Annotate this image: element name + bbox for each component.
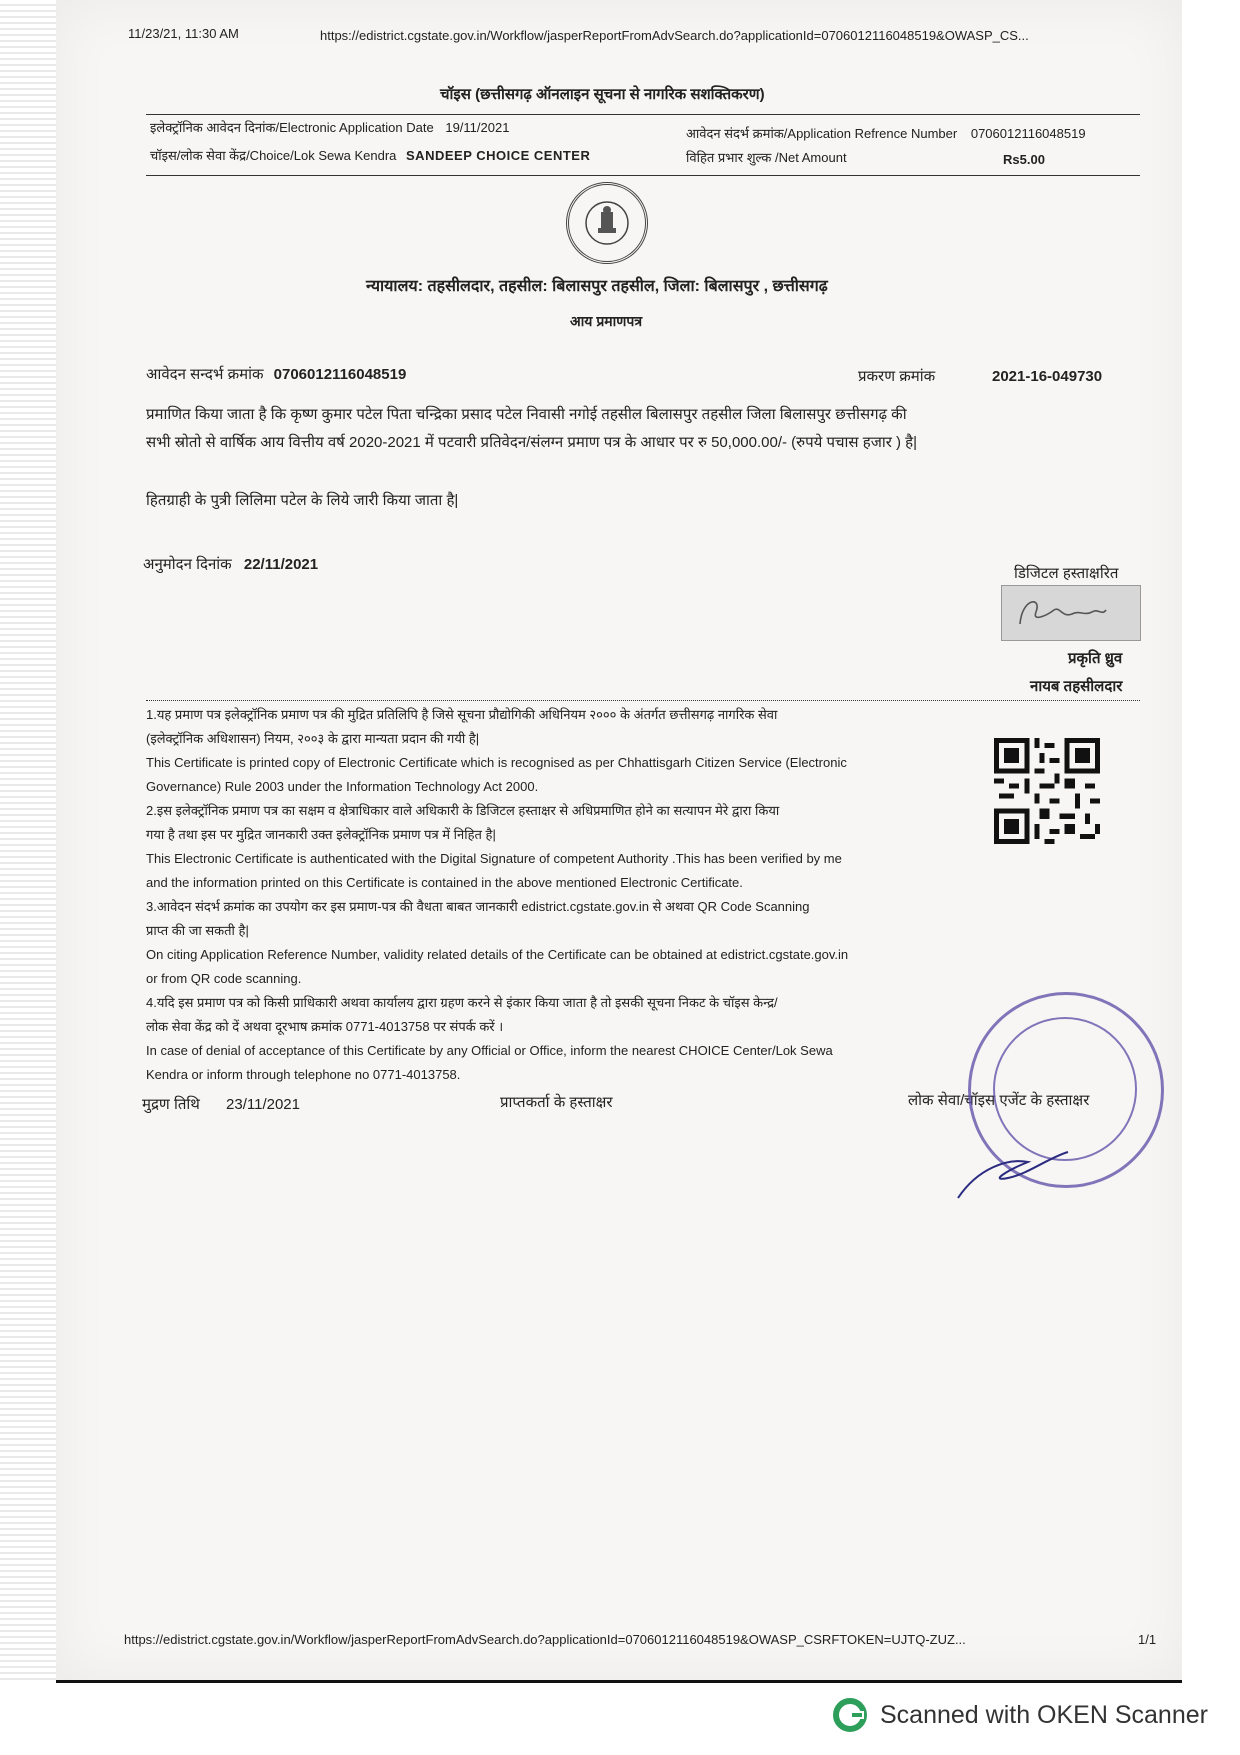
note-line: 3.आवेदन संदर्भ क्रमांक का उपयोग कर इस प्रमाण-पत्र की वैधता बाबत जानकारी edistrict.cgstate.gov.in से अथवा QR Code Scanning (146, 899, 810, 914)
print-date (142, 1094, 300, 1114)
page-number: 1/1 (1138, 1632, 1157, 1647)
note-line: This Electronic Certificate is authenticated with the Digital Signature of competent Authority .This has been verified by me (146, 851, 842, 866)
applicant-reference-value: 070601211604851​9 (273, 366, 407, 383)
note-line: Governance) Rule 2003 under the Information Technology Act 2000. (146, 779, 539, 794)
sheet-bottom-edge (56, 1680, 1182, 1683)
choice-kendra (150, 146, 590, 164)
note-line: 2.इस इलेक्ट्रॉनिक प्रमाण पत्र का सक्षम व क्षेत्राधिकार वाले अधिकारी के डिजिटल हस्ताक्षर से अधिप्रमाणित होने का सत्यापन मेरे द्वारा किया (146, 803, 780, 818)
approval-date-value: 22/11/2021 (243, 556, 319, 573)
scan-left-edge (0, 0, 56, 1680)
note-line: 4.यदि इस प्रमाण पत्र को किसी प्राधिकारी अथवा कार्यालय द्वारा ग्रहण करने से इंकार किया जाता है तो इसकी सूचना निकट के चॉइस केन्द्र/ (146, 995, 778, 1010)
application-date (150, 118, 509, 136)
print-url: https://edistrict.cgstate.gov.in/Workflow/jasperReportFromAdvSearch.do?applicationId=070601211604851​9&OWASP_CS... (320, 28, 1029, 43)
officer-title: नायब तहसीलदार (1030, 678, 1123, 695)
note-line: (इलेक्ट्रॉनिक अधिशासन) नियम, २००३ के द्वारा मान्यता प्रदान की गयी है| (146, 731, 480, 746)
applicant-reference-label: आवेदन सन्दर्भ क्रमांक (146, 366, 264, 383)
scanner-text: Scanned with OKEN Scanner (880, 1700, 1208, 1729)
agent-signature-icon (948, 1138, 1088, 1208)
certificate-body-line-2: सभी स्रोतो से वार्षिक आय वित्तीय वर्ष 2020-2021 में पटवारी प्रतिवेदन/संलग्न प्रमाण पत्र के आधार पर रु 50,000.00/- (रुपये पचास हजार ) है| (146, 434, 918, 451)
certificate-body-line-1: प्रमाणित किया जाता है कि कृष्ण कुमार पटेल पिता चन्द्रिका प्रसाद पटेल निवासी नगोई तहसील बिलासपुर तहसील जिला बिलासपुर छत्तीसगढ़ की (146, 406, 907, 423)
footer-url: https://edistrict.cgstate.gov.in/Workflow/jasperReportFromAdvSearch.do?applicationId=070601211604851​9&OWASP_CSRFTOKEN=UJTQ-ZUZ... (124, 1632, 966, 1647)
scanner-watermark (832, 1695, 1208, 1735)
note-line: प्राप्त की जा सकती है| (146, 923, 249, 938)
header-rule-bottom (146, 175, 1140, 176)
scanner-logo-icon (832, 1697, 868, 1733)
certificate-notes (146, 703, 956, 1087)
note-line: लोक सेवा केंद्र को दें अथवा दूरभाष क्रमांक 0771-4013758 पर संपर्क करें । (146, 1019, 504, 1034)
application-ref (686, 124, 1086, 142)
certificate-title: आय प्रमाणपत्र (570, 313, 643, 329)
note-line: Kendra or inform through telephone no 0771-4013758. (146, 1067, 461, 1082)
choice-kendra-value: SANDEEP CHOICE CENTER (406, 148, 591, 163)
application-ref-value: 070601211604851​9 (970, 126, 1086, 141)
note-line: or from QR code scanning. (146, 971, 302, 986)
header-rule-top (146, 114, 1140, 115)
note-line: On citing Application Reference Number, validity related details of the Certificate can be obtained at edistrict.cgstate.gov.in (146, 947, 849, 962)
net-amount-label: विहित प्रभार शुल्क /Net Amount (686, 150, 847, 165)
print-date-label: मुद्रण तिथि (142, 1096, 200, 1113)
note-line: 1.यह प्रमाण पत्र इलेक्ट्रॉनिक प्रमाण पत्र की मुद्रित प्रतिलिपि है जिसे सूचना प्रौद्योगिकी अधिनियम २००० के अंतर्गत छत्तीसगढ़ नागरिक सेवा (146, 707, 778, 722)
net-amount-value: Rs5.00 (1003, 152, 1045, 167)
application-date-label: इलेक्ट्रॉनिक आवेदन दिनांक/Electronic Application Date (150, 120, 434, 135)
print-datetime: 11/23/21, 11:30 AM (128, 26, 239, 41)
note-line: गया है तथा इस पर मुद्रित जानकारी उक्त इलेक्ट्रॉनिक प्रमाण पत्र में निहित है| (146, 827, 496, 842)
note-line: and the information printed on this Certificate is contained in the above mentioned Electronic Certificate. (146, 875, 743, 890)
print-date-value: 23/11/2021 (226, 1096, 300, 1113)
case-number-label: प्रकरण क्रमांक (858, 368, 936, 385)
certificate-body-line-3: हितग्राही के पुत्री लिलिमा पटेल के लिये जारी किया जाता है| (146, 492, 459, 509)
signature-scribble-icon (1002, 586, 1140, 640)
notes-rule (146, 700, 1140, 701)
digital-signature-box (1001, 585, 1141, 641)
case-number-value: 2021-16-049730 (992, 368, 1103, 385)
digitally-signed-label: डिजिटल हस्ताक्षरित (1014, 565, 1119, 582)
court-line: न्यायालय: तहसीलदार, तहसील: बिलासपुर तहसील, जिला: बिलासपुर , छत्तीसगढ़ (366, 278, 828, 295)
application-ref-label: आवेदन संदर्भ क्रमांक/Application Refrence Number (686, 126, 958, 141)
application-date-value: 19/11/2021 (445, 120, 510, 135)
choice-kendra-label: चॉइस/लोक सेवा केंद्र/Choice/Lok Sewa Kendra (150, 148, 397, 163)
state-emblem-seal (566, 182, 648, 264)
note-line: In case of denial of acceptance of this Certificate by any Official or Office, inform the nearest CHOICE Center/Lok Sewa (146, 1043, 833, 1058)
note-line: This Certificate is printed copy of Electronic Certificate which is recognised as per Chhattisgarh Citizen Service (Electronic (146, 755, 847, 770)
applicant-reference (146, 364, 406, 384)
ashoka-emblem-icon (584, 200, 630, 246)
approval-date (143, 554, 318, 574)
officer-name: प्रकृति ध्रुव (1068, 650, 1123, 667)
receiver-signature-label: प्राप्तकर्ता के हस्ताक्षर (500, 1094, 613, 1111)
agent-signature-label: लोक सेवा/चॉइस एजेंट के हस्ताक्षर (908, 1092, 1090, 1109)
qr-code-icon (994, 738, 1100, 844)
approval-date-label: अनुमोदन दिनांक (143, 556, 232, 573)
portal-title: चॉइस (छत्तीसगढ़ ऑनलाइन सूचना से नागरिक सशक्तिकरण) (440, 86, 765, 103)
